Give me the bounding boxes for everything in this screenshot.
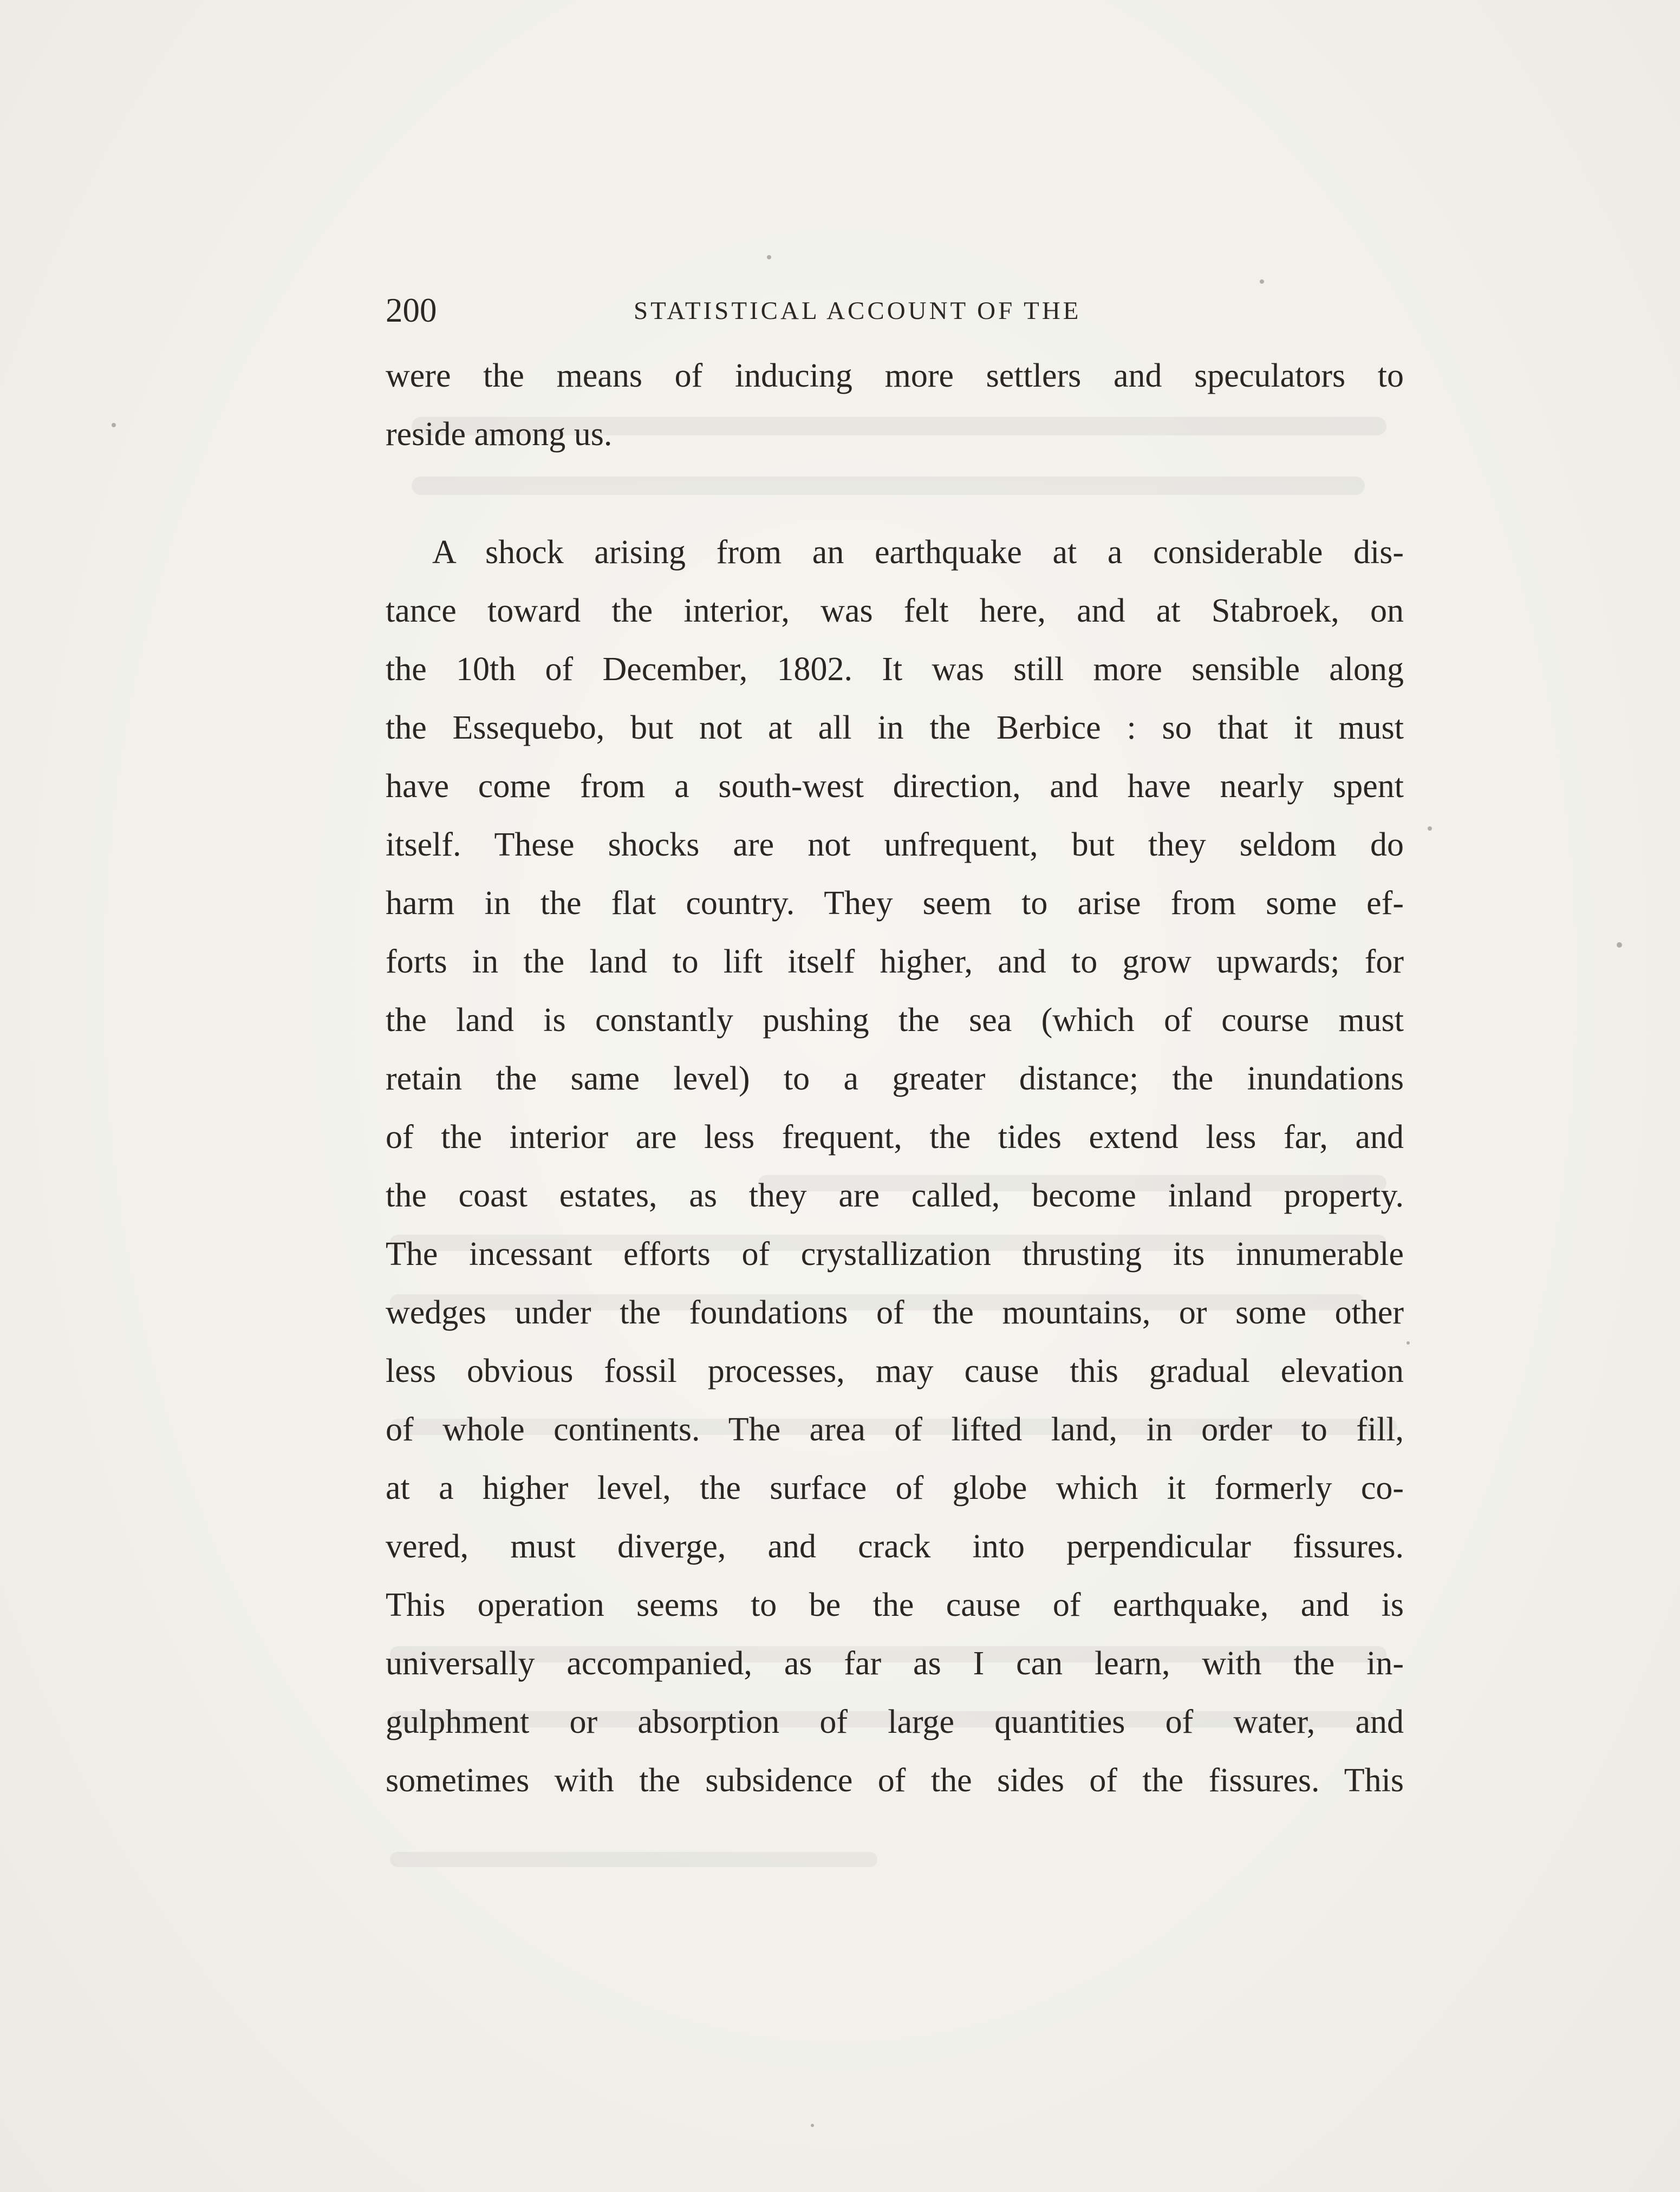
text-line: the land is constantly pushing the sea (which of course must: [386, 1002, 1404, 1039]
text-line: have come from a south-west direction, and have nearly spent: [386, 768, 1404, 805]
text-line: gulphment or absorption of large quantities of water, and: [386, 1704, 1404, 1740]
text-line: were the means of inducing more settlers and speculators to: [386, 357, 1404, 394]
text-line: retain the same level) to a greater distance; the inundations: [386, 1060, 1404, 1097]
text-line: vered, must diverge, and crack into perpendicular fissures.: [386, 1528, 1404, 1565]
text-line: universally accompanied, as far as I can learn, with the in-: [386, 1645, 1404, 1682]
text-line: the coast estates, as they are called, become inland property.: [386, 1177, 1404, 1214]
text-line: the 10th of December, 1802. It was still more sensible along: [386, 651, 1404, 688]
text-line: The incessant efforts of crystallization thrusting its innumerable: [386, 1236, 1404, 1273]
text-line: the Essequebo, but not at all in the Berbice : so that it must: [386, 709, 1404, 746]
text-line: forts in the land to lift itself higher, and to grow upwards; for: [386, 943, 1404, 980]
text-line: wedges under the foundations of the mountains, or some other: [386, 1294, 1404, 1331]
text-line: harm in the flat country. They seem to arise from some ef-: [386, 885, 1404, 922]
text-line: itself. These shocks are not unfrequent, but they seldom do: [386, 826, 1404, 863]
page-number: 200: [386, 291, 437, 329]
text-line: of the interior are less frequent, the tides extend less far, and: [386, 1119, 1404, 1156]
text-line: sometimes with the subsidence of the sides of the fissures. This: [386, 1762, 1404, 1799]
text-line: reside among us.: [386, 416, 613, 453]
text-line: of whole continents. The area of lifted land, in order to fill,: [386, 1411, 1404, 1448]
text-line: tance toward the interior, was felt here, and at Stabroek, on: [386, 592, 1404, 629]
text-line: at a higher level, the surface of globe which it formerly co-: [386, 1470, 1404, 1506]
body-text: [386, 347, 1404, 1810]
paragraph: [386, 347, 1404, 464]
text-line: less obvious fossil processes, may cause this gradual elevation: [386, 1353, 1404, 1389]
paragraph: [386, 523, 1404, 1810]
text-line: A shock arising from an earthquake at a considerable dis-: [432, 534, 1404, 571]
page-header: [386, 291, 1404, 329]
text-line: This operation seems to be the cause of earthquake, and is: [386, 1587, 1404, 1623]
paragraph-spacer: [386, 464, 1404, 523]
running-title: STATISTICAL ACCOUNT OF THE: [634, 297, 1082, 325]
